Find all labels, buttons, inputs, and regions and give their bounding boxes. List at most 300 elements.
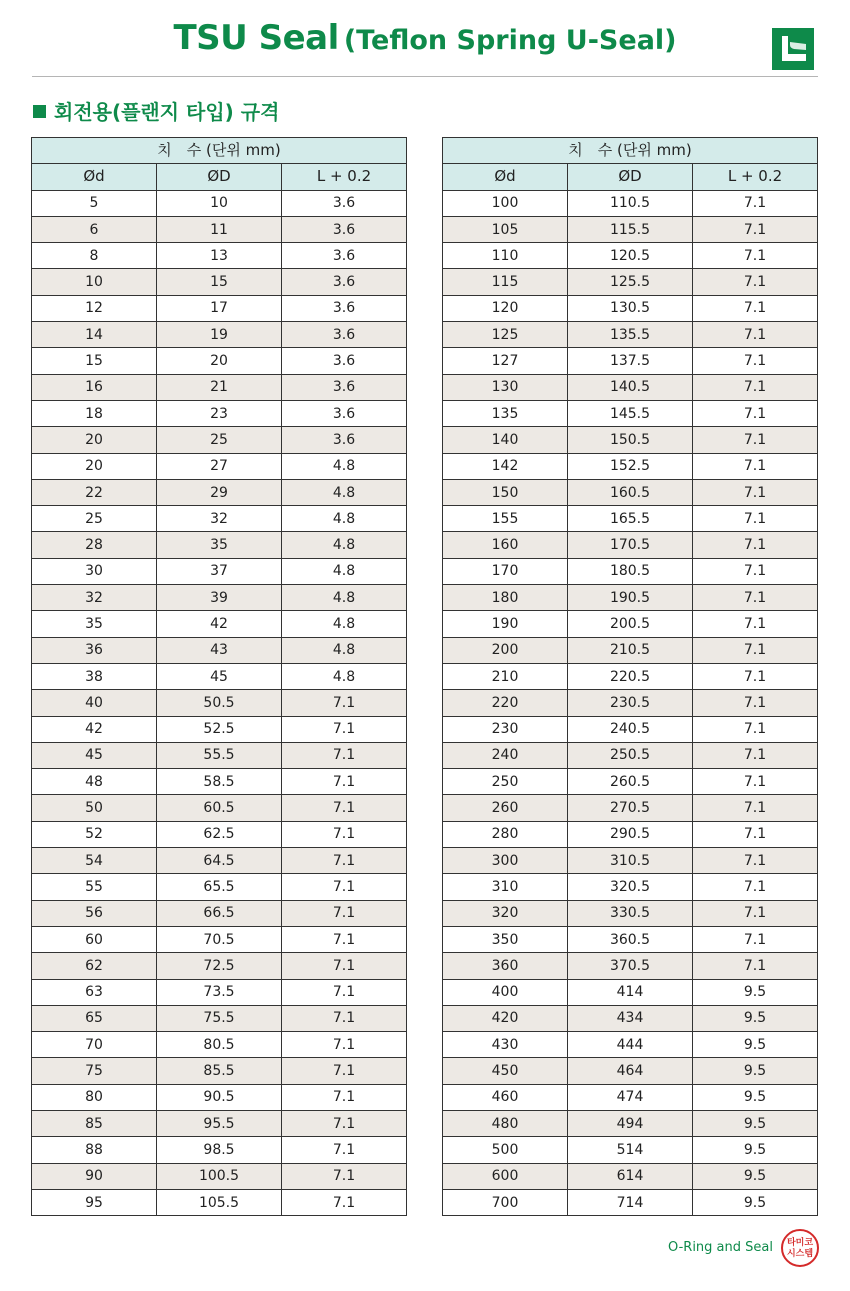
cell-length: 7.1 [282,848,407,874]
cell-inner-diameter: 100 [443,190,568,216]
cell-outer-diameter: 32 [157,506,282,532]
cell-inner-diameter: 360 [443,953,568,979]
cell-inner-diameter: 18 [32,400,157,426]
cell-length: 7.1 [282,926,407,952]
table-row [32,1084,407,1110]
table-row [32,322,407,348]
cell-inner-diameter: 8 [32,243,157,269]
cell-inner-diameter: 56 [32,900,157,926]
cell-inner-diameter: 320 [443,900,568,926]
cell-inner-diameter: 460 [443,1084,568,1110]
cell-outer-diameter: 35 [157,532,282,558]
cell-outer-diameter: 75.5 [157,1005,282,1031]
cell-length: 3.6 [282,427,407,453]
cell-length: 9.5 [693,1005,818,1031]
table-row [32,769,407,795]
cell-outer-diameter: 43 [157,637,282,663]
unit-header: 치 수 (단위 mm) [443,138,818,164]
cell-inner-diameter: 125 [443,322,568,348]
cell-outer-diameter: 62.5 [157,821,282,847]
table-row [443,900,818,926]
cell-inner-diameter: 300 [443,848,568,874]
table-row [32,453,407,479]
cell-inner-diameter: 55 [32,874,157,900]
cell-outer-diameter: 58.5 [157,769,282,795]
cell-inner-diameter: 500 [443,1137,568,1163]
cell-outer-diameter: 115.5 [568,216,693,242]
cell-inner-diameter: 160 [443,532,568,558]
cell-outer-diameter: 72.5 [157,953,282,979]
cell-inner-diameter: 5 [32,190,157,216]
cell-length: 7.1 [693,926,818,952]
cell-outer-diameter: 250.5 [568,742,693,768]
cell-length: 3.6 [282,295,407,321]
cell-inner-diameter: 430 [443,1032,568,1058]
table-row [32,795,407,821]
table-row [443,874,818,900]
cell-length: 7.1 [693,716,818,742]
cell-inner-diameter: 170 [443,558,568,584]
cell-inner-diameter: 90 [32,1163,157,1189]
cell-length: 7.1 [282,795,407,821]
table-row [443,1005,818,1031]
cell-length: 7.1 [693,322,818,348]
cell-inner-diameter: 10 [32,269,157,295]
cell-length: 7.1 [282,1110,407,1136]
cell-inner-diameter: 110 [443,243,568,269]
table-row [32,190,407,216]
cell-inner-diameter: 6 [32,216,157,242]
table-row [443,926,818,952]
table-row [443,716,818,742]
table-row [32,1005,407,1031]
cell-length: 7.1 [693,269,818,295]
table-row [443,400,818,426]
table-row [443,269,818,295]
cell-outer-diameter: 105.5 [157,1189,282,1215]
table-row [443,479,818,505]
cell-inner-diameter: 16 [32,374,157,400]
table-row [443,243,818,269]
cell-inner-diameter: 52 [32,821,157,847]
footer-tagline: O-Ring and Seal [668,1240,773,1255]
cell-outer-diameter: 220.5 [568,663,693,689]
cell-inner-diameter: 420 [443,1005,568,1031]
brand-logo [772,28,814,70]
cell-length: 9.5 [693,1084,818,1110]
cell-inner-diameter: 22 [32,479,157,505]
cell-length: 9.5 [693,979,818,1005]
title-sub: (Teflon Spring U-Seal) [343,25,677,56]
cell-outer-diameter: 70.5 [157,926,282,952]
cell-length: 7.1 [282,1137,407,1163]
table-row [32,1163,407,1189]
cell-length: 7.1 [693,795,818,821]
cell-inner-diameter: 63 [32,979,157,1005]
cell-outer-diameter: 135.5 [568,322,693,348]
cell-length: 7.1 [282,900,407,926]
cell-inner-diameter: 480 [443,1110,568,1136]
table-row [32,611,407,637]
cell-outer-diameter: 310.5 [568,848,693,874]
cell-inner-diameter: 30 [32,558,157,584]
cell-outer-diameter: 170.5 [568,532,693,558]
cell-length: 4.8 [282,611,407,637]
table-row [32,427,407,453]
table-body [32,190,407,1216]
cell-inner-diameter: 85 [32,1110,157,1136]
cell-inner-diameter: 75 [32,1058,157,1084]
cell-inner-diameter: 48 [32,769,157,795]
cell-outer-diameter: 140.5 [568,374,693,400]
square-bullet-icon [33,105,46,118]
cell-outer-diameter: 50.5 [157,690,282,716]
cell-inner-diameter: 32 [32,585,157,611]
cell-outer-diameter: 230.5 [568,690,693,716]
cell-outer-diameter: 17 [157,295,282,321]
cell-length: 7.1 [282,1084,407,1110]
cell-length: 3.6 [282,348,407,374]
page-title [0,18,850,58]
cell-outer-diameter: 95.5 [157,1110,282,1136]
cell-length: 7.1 [282,716,407,742]
cell-outer-diameter: 434 [568,1005,693,1031]
cell-outer-diameter: 414 [568,979,693,1005]
cell-inner-diameter: 140 [443,427,568,453]
cell-length: 7.1 [282,1032,407,1058]
cell-inner-diameter: 65 [32,1005,157,1031]
cell-inner-diameter: 50 [32,795,157,821]
cell-length: 7.1 [693,216,818,242]
table-row [32,900,407,926]
table-row [443,558,818,584]
cell-inner-diameter: 220 [443,690,568,716]
cell-length: 4.8 [282,453,407,479]
table-row [443,953,818,979]
cell-outer-diameter: 100.5 [157,1163,282,1189]
cell-outer-diameter: 25 [157,427,282,453]
cell-outer-diameter: 260.5 [568,769,693,795]
table-row [32,374,407,400]
cell-length: 7.1 [693,453,818,479]
cell-outer-diameter: 145.5 [568,400,693,426]
cell-outer-diameter: 190.5 [568,585,693,611]
table-row [443,611,818,637]
cell-outer-diameter: 10 [157,190,282,216]
cell-length: 7.1 [282,690,407,716]
table-row [32,953,407,979]
cell-length: 3.6 [282,216,407,242]
cell-length: 7.1 [282,953,407,979]
cell-length: 7.1 [693,848,818,874]
table-row [32,690,407,716]
cell-outer-diameter: 150.5 [568,427,693,453]
cell-length: 3.6 [282,243,407,269]
cell-inner-diameter: 20 [32,427,157,453]
cell-outer-diameter: 152.5 [568,453,693,479]
table-row [443,848,818,874]
cell-length: 9.5 [693,1032,818,1058]
cell-length: 9.5 [693,1110,818,1136]
cell-inner-diameter: 95 [32,1189,157,1215]
cell-length: 7.1 [282,742,407,768]
cell-inner-diameter: 250 [443,769,568,795]
cell-outer-diameter: 614 [568,1163,693,1189]
cell-outer-diameter: 137.5 [568,348,693,374]
table-row [443,216,818,242]
cell-inner-diameter: 25 [32,506,157,532]
cell-outer-diameter: 130.5 [568,295,693,321]
table-row [443,821,818,847]
cell-inner-diameter: 400 [443,979,568,1005]
cell-outer-diameter: 474 [568,1084,693,1110]
cell-length: 9.5 [693,1163,818,1189]
cell-outer-diameter: 15 [157,269,282,295]
table-row [443,795,818,821]
cell-inner-diameter: 38 [32,663,157,689]
col-header-outer-diameter: ØD [568,164,693,190]
cell-length: 7.1 [693,611,818,637]
cell-outer-diameter: 514 [568,1137,693,1163]
table-row [32,1032,407,1058]
table-row [443,1163,818,1189]
cell-outer-diameter: 29 [157,479,282,505]
cell-outer-diameter: 464 [568,1058,693,1084]
cell-inner-diameter: 88 [32,1137,157,1163]
cell-inner-diameter: 180 [443,585,568,611]
cell-length: 7.1 [693,374,818,400]
cell-outer-diameter: 270.5 [568,795,693,821]
cell-outer-diameter: 20 [157,348,282,374]
stamp-line-2: 시스템 [786,1249,814,1259]
cell-inner-diameter: 54 [32,848,157,874]
table-row [443,1189,818,1215]
table-row [32,479,407,505]
table-row [443,1058,818,1084]
table-row [443,637,818,663]
cell-outer-diameter: 494 [568,1110,693,1136]
cell-length: 7.1 [282,1058,407,1084]
cell-length: 7.1 [693,295,818,321]
table-row [32,1189,407,1215]
cell-length: 7.1 [693,558,818,584]
table-row [32,926,407,952]
table-row [443,506,818,532]
cell-length: 7.1 [693,690,818,716]
table-row [32,532,407,558]
spec-table-right [442,137,818,1216]
cell-length: 7.1 [693,769,818,795]
cell-length: 7.1 [693,663,818,689]
cell-outer-diameter: 66.5 [157,900,282,926]
cell-length: 7.1 [693,953,818,979]
cell-length: 3.6 [282,269,407,295]
col-header-length: L + 0.2 [693,164,818,190]
cell-outer-diameter: 45 [157,663,282,689]
table-row [32,348,407,374]
cell-inner-diameter: 190 [443,611,568,637]
col-header-inner-diameter: Ød [32,164,157,190]
table-row [443,322,818,348]
cell-length: 7.1 [282,1005,407,1031]
cell-outer-diameter: 37 [157,558,282,584]
cell-inner-diameter: 127 [443,348,568,374]
cell-length: 7.1 [693,874,818,900]
cell-outer-diameter: 23 [157,400,282,426]
table-row [443,1137,818,1163]
col-header-inner-diameter: Ød [443,164,568,190]
cell-length: 3.6 [282,322,407,348]
cell-outer-diameter: 90.5 [157,1084,282,1110]
cell-length: 9.5 [693,1189,818,1215]
cell-outer-diameter: 200.5 [568,611,693,637]
cell-inner-diameter: 70 [32,1032,157,1058]
table-row [443,190,818,216]
company-stamp [781,1229,819,1267]
table-row [443,427,818,453]
cell-length: 7.1 [693,532,818,558]
cell-inner-diameter: 28 [32,532,157,558]
table-row [443,663,818,689]
cell-length: 3.6 [282,190,407,216]
cell-length: 9.5 [693,1058,818,1084]
cell-outer-diameter: 360.5 [568,926,693,952]
cell-inner-diameter: 155 [443,506,568,532]
table-row [32,558,407,584]
cell-length: 7.1 [693,427,818,453]
cell-inner-diameter: 240 [443,742,568,768]
cell-outer-diameter: 85.5 [157,1058,282,1084]
cell-inner-diameter: 36 [32,637,157,663]
cell-inner-diameter: 350 [443,926,568,952]
table-row [32,716,407,742]
table-row [32,848,407,874]
cell-length: 7.1 [282,1163,407,1189]
table-row [32,874,407,900]
cell-length: 7.1 [693,348,818,374]
cell-outer-diameter: 160.5 [568,479,693,505]
table-row [443,348,818,374]
cell-inner-diameter: 200 [443,637,568,663]
cell-outer-diameter: 73.5 [157,979,282,1005]
cell-length: 7.1 [693,585,818,611]
table-row [32,506,407,532]
table-row [32,663,407,689]
cell-length: 7.1 [693,190,818,216]
cell-length: 7.1 [693,243,818,269]
cell-outer-diameter: 714 [568,1189,693,1215]
cell-inner-diameter: 210 [443,663,568,689]
cell-inner-diameter: 60 [32,926,157,952]
cell-outer-diameter: 11 [157,216,282,242]
cell-outer-diameter: 98.5 [157,1137,282,1163]
cell-length: 7.1 [282,874,407,900]
cell-inner-diameter: 20 [32,453,157,479]
cell-inner-diameter: 40 [32,690,157,716]
table-row [443,532,818,558]
col-header-length: L + 0.2 [282,164,407,190]
cell-length: 4.8 [282,558,407,584]
table-row [32,243,407,269]
cell-inner-diameter: 450 [443,1058,568,1084]
section-title: 회전용(플랜지 타입) 규격 [54,100,280,124]
cell-length: 4.8 [282,506,407,532]
cell-outer-diameter: 27 [157,453,282,479]
cell-outer-diameter: 21 [157,374,282,400]
seal-logo-icon [772,28,814,70]
col-header-outer-diameter: ØD [157,164,282,190]
cell-inner-diameter: 310 [443,874,568,900]
table-row [443,374,818,400]
cell-outer-diameter: 444 [568,1032,693,1058]
cell-length: 4.8 [282,479,407,505]
spec-table-left [31,137,407,1216]
cell-inner-diameter: 260 [443,795,568,821]
cell-inner-diameter: 280 [443,821,568,847]
cell-outer-diameter: 42 [157,611,282,637]
cell-length: 9.5 [693,1137,818,1163]
table-row [32,637,407,663]
cell-inner-diameter: 80 [32,1084,157,1110]
table-row [443,979,818,1005]
cell-outer-diameter: 120.5 [568,243,693,269]
cell-outer-diameter: 180.5 [568,558,693,584]
title-divider [32,76,818,77]
cell-length: 7.1 [282,979,407,1005]
cell-length: 7.1 [282,1189,407,1215]
table-row [32,1110,407,1136]
cell-inner-diameter: 105 [443,216,568,242]
table-row [32,400,407,426]
cell-inner-diameter: 42 [32,716,157,742]
cell-inner-diameter: 12 [32,295,157,321]
table-row [443,742,818,768]
cell-inner-diameter: 130 [443,374,568,400]
section-heading [33,96,279,125]
cell-outer-diameter: 240.5 [568,716,693,742]
table-row [32,295,407,321]
cell-length: 7.1 [693,479,818,505]
table-row [443,295,818,321]
cell-inner-diameter: 45 [32,742,157,768]
cell-length: 4.8 [282,663,407,689]
table-row [32,1137,407,1163]
stamp-line-1: 타미코 [786,1238,814,1248]
cell-outer-diameter: 165.5 [568,506,693,532]
cell-inner-diameter: 14 [32,322,157,348]
cell-outer-diameter: 125.5 [568,269,693,295]
cell-outer-diameter: 39 [157,585,282,611]
cell-length: 4.8 [282,532,407,558]
cell-outer-diameter: 64.5 [157,848,282,874]
cell-inner-diameter: 700 [443,1189,568,1215]
table-row [32,216,407,242]
cell-length: 7.1 [282,821,407,847]
cell-outer-diameter: 330.5 [568,900,693,926]
cell-length: 3.6 [282,374,407,400]
cell-length: 7.1 [693,506,818,532]
cell-length: 7.1 [693,742,818,768]
cell-outer-diameter: 110.5 [568,190,693,216]
cell-length: 7.1 [693,900,818,926]
cell-inner-diameter: 15 [32,348,157,374]
cell-inner-diameter: 135 [443,400,568,426]
cell-outer-diameter: 55.5 [157,742,282,768]
cell-length: 7.1 [282,769,407,795]
title-main: TSU Seal [173,18,339,58]
table-row [443,585,818,611]
cell-inner-diameter: 35 [32,611,157,637]
